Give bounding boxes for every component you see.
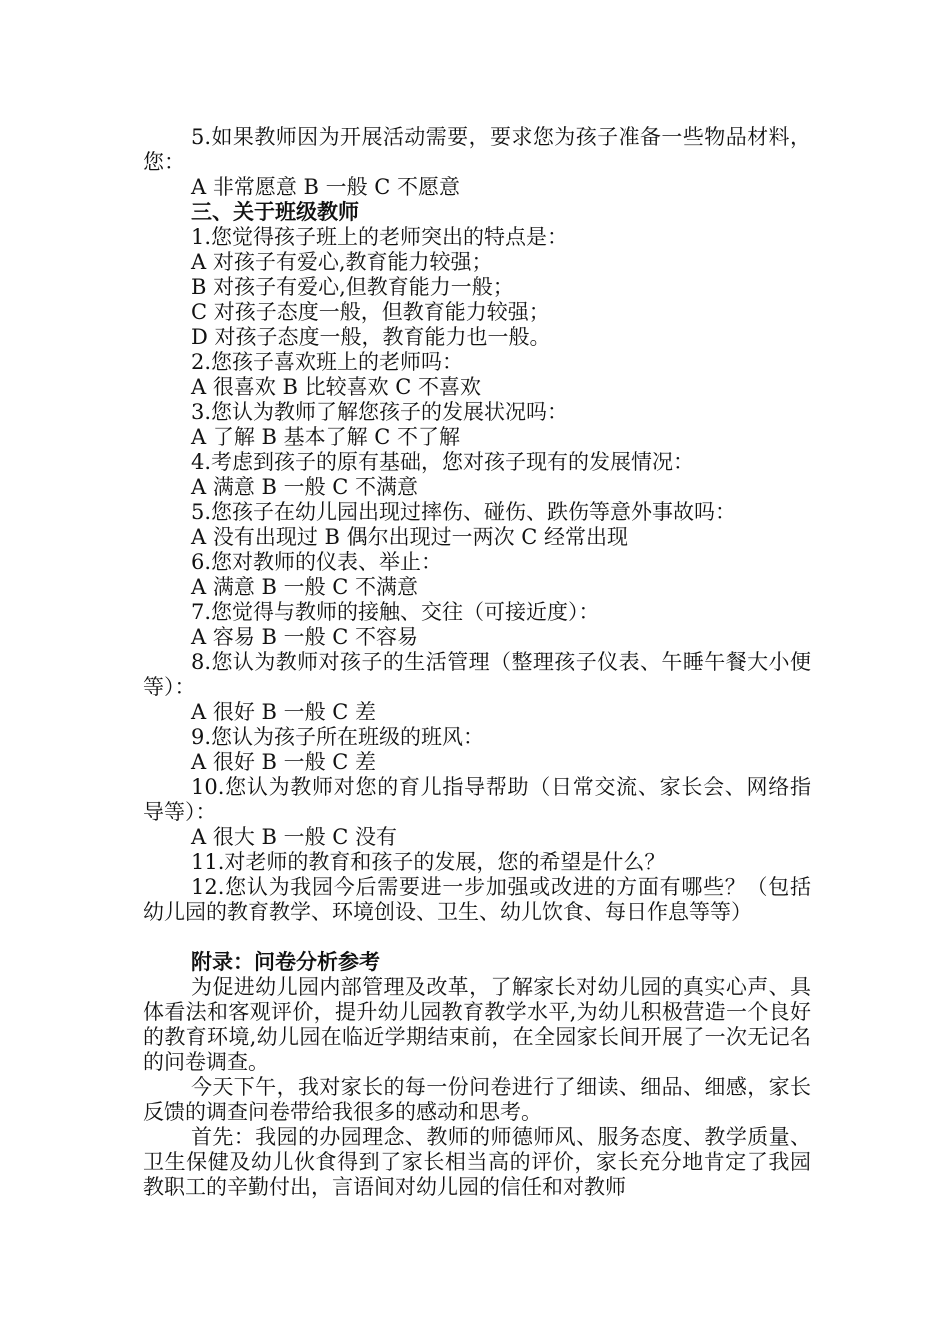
spacer	[143, 925, 811, 950]
question-options: A 非常愿意 B 一般 C 不愿意	[191, 175, 461, 199]
option-item: A 很大 B 一般 C 没有	[191, 825, 398, 849]
option-item: A 满意 B 一般 C 不满意	[191, 575, 419, 599]
option-item: D 对孩子态度一般，教育能力也一般。	[191, 325, 551, 349]
appendix-heading: 附录：问卷分析参考	[191, 950, 380, 974]
question-text: 3.您认为教师了解您孩子的发展状况吗：	[191, 400, 569, 424]
option-item: A 容易 B 一般 C 不容易	[191, 625, 419, 649]
question-text: 5.如果教师因为开展活动需要，要求您为孩子准备一些物品材料，您：	[143, 125, 811, 174]
section-heading: 三、关于班级教师	[191, 200, 359, 224]
question-text: 12.您认为我园今后需要进一步加强或改进的方面有哪些？（包括幼儿园的教育教学、环境创设、卫生、幼儿饮食、每日作息等等）	[143, 875, 811, 924]
question-text: 5.您孩子在幼儿园出现过摔伤、碰伤、跌伤等意外事故吗：	[191, 500, 737, 524]
option-item: A 很喜欢 B 比较喜欢 C 不喜欢	[191, 375, 482, 399]
appendix-paragraph: 为促进幼儿园内部管理及改革，了解家长对幼儿园的真实心声、具体看法和客观评价，提升幼儿园教育教学水平,为幼儿积极营造一个良好的教育环境,幼儿园在临近学期结束前，在全园家长间开展了一次无记名的问卷调查。	[143, 975, 811, 1074]
question-text: 6.您对教师的仪表、举止：	[191, 550, 443, 574]
option-item: B 对孩子有爱心,但教育能力一般；	[191, 275, 514, 299]
option-item: A 对孩子有爱心,教育能力较强；	[191, 250, 493, 274]
appendix-paragraph: 今天下午，我对家长的每一份问卷进行了细读、细品、细感，家长反馈的调查问卷带给我很多的感动和思考。	[143, 1075, 811, 1124]
question-text: 7.您觉得与教师的接触、交往（可接近度）：	[191, 600, 600, 624]
option-item: C 对孩子态度一般，但教育能力较强；	[191, 300, 550, 324]
document-page	[143, 125, 811, 1200]
option-item: A 很好 B 一般 C 差	[191, 700, 377, 724]
question-text: 1.您觉得孩子班上的老师突出的特点是：	[191, 225, 569, 249]
question-text: 10.您认为教师对您的育儿指导帮助（日常交流、家长会、网络指导等）：	[143, 775, 811, 824]
appendix-paragraph: 首先：我园的办园理念、教师的师德师风、服务态度、教学质量、卫生保健及幼儿伙食得到了家长相当高的评价，家长充分地肯定了我园教职工的辛勤付出，言语间对幼儿园的信任和对教师	[143, 1125, 811, 1199]
question-text: 8.您认为教师对孩子的生活管理（整理孩子仪表、午睡午餐大小便等）：	[143, 650, 811, 699]
option-item: A 了解 B 基本了解 C 不了解	[191, 425, 461, 449]
option-item: A 很好 B 一般 C 差	[191, 750, 377, 774]
option-item: A 满意 B 一般 C 不满意	[191, 475, 419, 499]
question-text: 11.对老师的教育和孩子的发展，您的希望是什么？	[191, 850, 666, 874]
option-item: A 没有出现过 B 偶尔出现过一两次 C 经常出现	[191, 525, 629, 549]
question-text: 4.考虑到孩子的原有基础，您对孩子现有的发展情况：	[191, 450, 695, 474]
question-text: 9.您认为孩子所在班级的班风：	[191, 725, 485, 749]
question-text: 2.您孩子喜欢班上的老师吗：	[191, 350, 464, 374]
